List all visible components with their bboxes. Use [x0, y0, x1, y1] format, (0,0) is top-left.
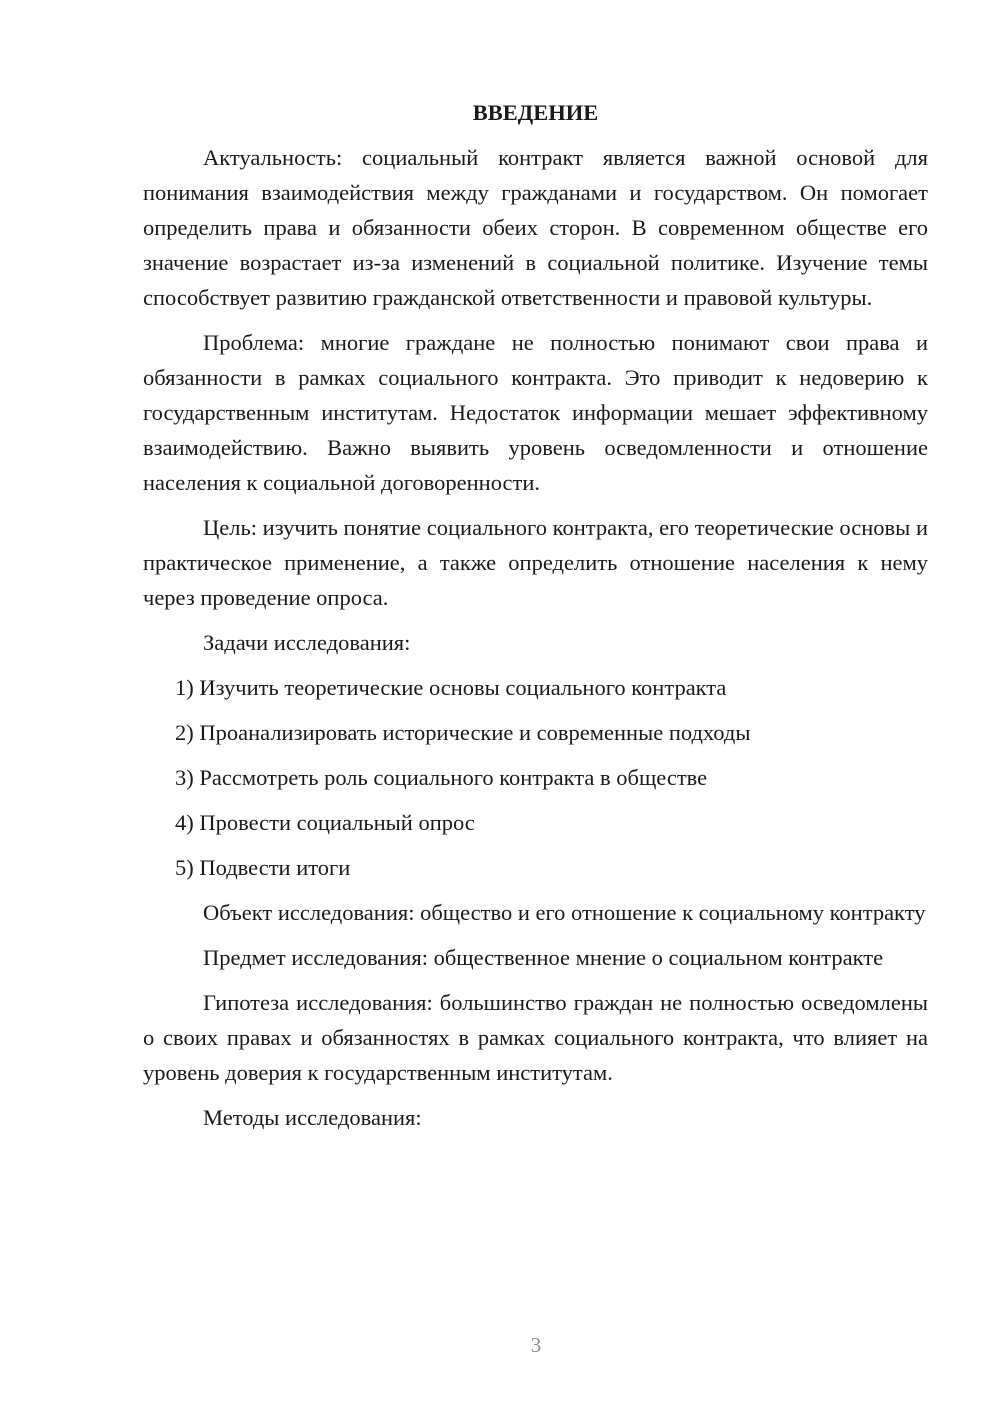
list-item-task-4: 4) Провести социальный опрос	[175, 810, 475, 835]
page-number: 3	[530, 1333, 542, 1357]
paragraph-goal: Цель: изучить понятие социального контракта, его теоретические основы и практическое применение, а также определить отношение населения к нему через проведение опроса.	[143, 515, 928, 610]
list-item-task-5: 5) Подвести итоги	[175, 855, 351, 880]
tasks-list	[143, 670, 928, 885]
paragraph-hypothesis: Гипотеза исследования: большинство граждан не полностью осведомлены о своих правах и обязанностях в рамках социального контракта, что влияет на уровень доверия к государственным институтам.	[143, 990, 928, 1085]
paragraph-relevance: Актуальность: социальный контракт является важной основой для понимания взаимодействия между гражданами и государством. Он помогает определить права и обязанности обеих сторон. В современном обществе его значение возрастает из-за изменений в социальной политике. Изучение темы способствует развитию гражданской ответственности и правовой культуры.	[143, 145, 928, 310]
methods-heading: Методы исследования:	[203, 1105, 422, 1130]
tasks-heading: Задачи исследования:	[203, 630, 411, 655]
paragraph-object: Объект исследования: общество и его отношение к социальному контракту	[203, 900, 926, 925]
page-title: ВВЕДЕНИЕ	[472, 100, 599, 125]
list-item-task-2: 2) Проанализировать исторические и современные подходы	[175, 720, 751, 745]
page-content	[143, 95, 928, 1145]
paragraph-problem: Проблема: многие граждане не полностью понимают свои права и обязанности в рамках социального контракта. Это приводит к недоверию к государственным институтам. Недостаток информации мешает эффективному взаимодействию. Важно выявить уровень осведомленности и отношение населения к социальной договоренности.	[143, 330, 928, 495]
paragraph-subject: Предмет исследования: общественное мнение о социальном контракте	[203, 945, 884, 970]
list-item-task-3: 3) Рассмотреть роль социального контракта в обществе	[175, 765, 708, 790]
list-item-task-1: 1) Изучить теоретические основы социального контракта	[175, 675, 727, 700]
